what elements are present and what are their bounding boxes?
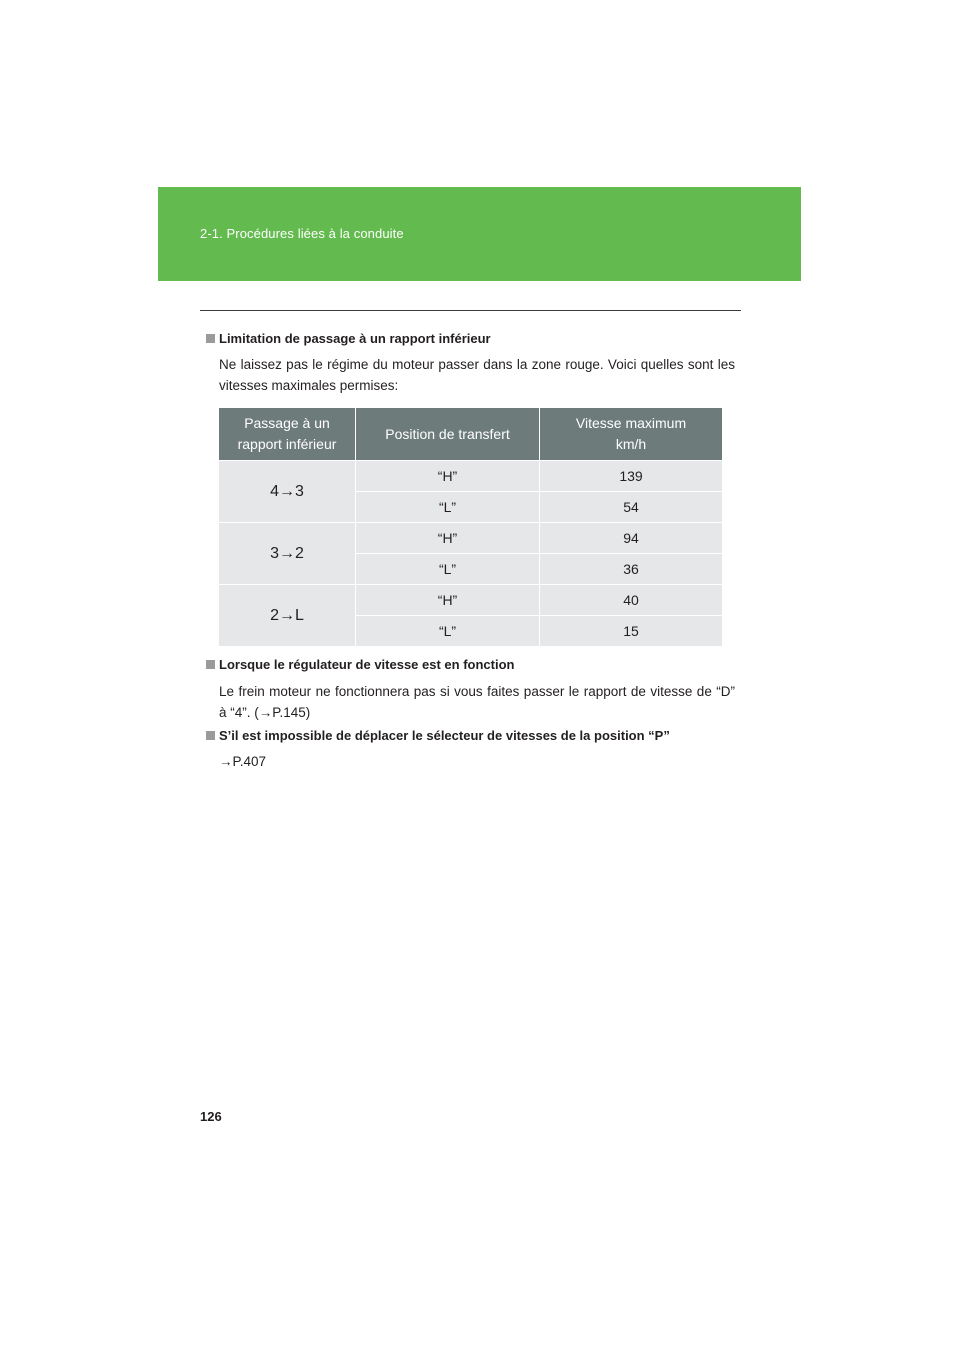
section-heading-text: S’il est impossible de déplacer le sélecteur de vitesses de la position “P” [219, 728, 670, 743]
column-header-downshift-text: Passage à un rapport inférieur [237, 415, 337, 452]
downshift-cell: 2→L [219, 585, 356, 647]
downshift-cell: 3→2 [219, 523, 356, 585]
table-header-row [219, 408, 722, 461]
section-body-cruise-control: Le frein moteur ne fonctionnera pas si vous faites passer le rapport de vitesse de “D” à “4”. (→P.145) [219, 684, 735, 720]
position-cell: “H” [356, 585, 540, 616]
section-heading-shift-lever-stuck [206, 728, 670, 743]
bullet-square-icon [206, 731, 215, 740]
speed-cell: 36 [540, 554, 723, 585]
header-band [158, 187, 801, 281]
column-header-max-speed-text: Vitesse maximum km/h [575, 415, 687, 452]
speed-cell: 40 [540, 585, 723, 616]
section-heading-text: Limitation de passage à un rapport inférieur [219, 331, 491, 346]
divider-rule [200, 310, 741, 311]
position-cell: “L” [356, 554, 540, 585]
section-body-downshift-limit: Ne laissez pas le régime du moteur passer dans la zone rouge. Voici quelles sont les vitesses maximales permises: [219, 357, 735, 393]
column-header-max-speed [540, 408, 723, 461]
bullet-square-icon [206, 334, 215, 343]
column-header-transfer-position: Position de transfert [356, 408, 540, 461]
table-row [219, 461, 722, 492]
table-row [219, 585, 722, 616]
speed-cell: 15 [540, 616, 723, 647]
bullet-square-icon [206, 660, 215, 669]
section-heading-text: Lorsque le régulateur de vitesse est en fonction [219, 657, 515, 672]
speed-cell: 54 [540, 492, 723, 523]
section-heading-cruise-control [206, 657, 514, 672]
position-cell: “H” [356, 461, 540, 492]
position-cell: “L” [356, 492, 540, 523]
column-header-downshift [219, 408, 356, 461]
downshift-cell: 4→3 [219, 461, 356, 523]
page-number: 126 [200, 1109, 222, 1124]
section-heading-downshift-limit [206, 331, 491, 346]
speed-cell: 94 [540, 523, 723, 554]
table-row [219, 523, 722, 554]
page-reference-link[interactable]: →P.407 [219, 754, 267, 769]
position-cell: “L” [356, 616, 540, 647]
section-title: 2-1. Procédures liées à la conduite [200, 226, 404, 241]
max-speed-table [219, 408, 722, 646]
speed-cell: 139 [540, 461, 723, 492]
position-cell: “H” [356, 523, 540, 554]
